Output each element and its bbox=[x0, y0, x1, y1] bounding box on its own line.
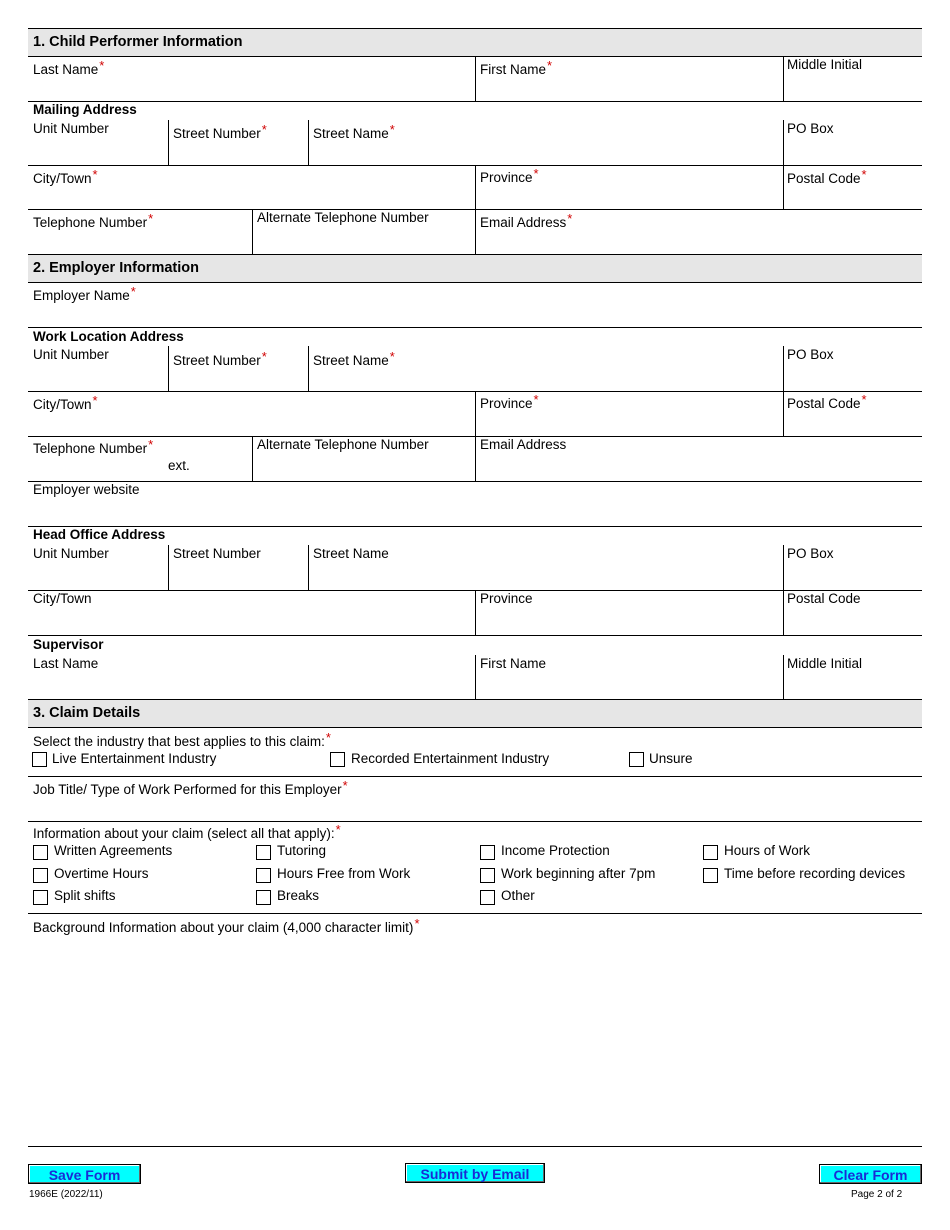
background-info-label: Background Information about your claim (4,000 character limit)* bbox=[33, 916, 420, 935]
other-checkbox[interactable] bbox=[480, 890, 495, 905]
street-number-label: Street Number bbox=[173, 546, 261, 561]
recorded-entertainment-checkbox[interactable] bbox=[330, 752, 345, 767]
province-label: Province* bbox=[480, 166, 539, 185]
middle-initial-label: Middle Initial bbox=[787, 656, 863, 671]
section-header-employer bbox=[28, 255, 922, 282]
tutoring-checkbox[interactable] bbox=[256, 845, 271, 860]
field-divider bbox=[475, 590, 476, 635]
field-divider bbox=[783, 391, 784, 436]
street-name-label: Street Name bbox=[313, 546, 389, 561]
clear-form-button[interactable]: Clear Form bbox=[819, 1164, 922, 1184]
telephone-label: Telephone Number* bbox=[33, 211, 154, 230]
divider bbox=[28, 1146, 922, 1147]
middle-initial-label: Middle Initial bbox=[787, 57, 863, 72]
field-divider bbox=[783, 120, 784, 165]
checkbox-label: Split shifts bbox=[54, 888, 116, 903]
section-title: 3. Claim Details bbox=[33, 705, 141, 721]
checkbox-label: Time before recording devices bbox=[724, 866, 906, 881]
overtime-hours-checkbox[interactable] bbox=[33, 868, 48, 883]
unit-number-label: Unit Number bbox=[33, 347, 109, 362]
email-label: Email Address bbox=[480, 437, 567, 452]
checkbox-label: Live Entertainment Industry bbox=[52, 751, 217, 766]
field-divider bbox=[308, 545, 309, 590]
income-protection-checkbox[interactable] bbox=[480, 845, 495, 860]
city-label: City/Town bbox=[33, 591, 92, 606]
field-divider bbox=[252, 436, 253, 481]
street-name-label: Street Name* bbox=[313, 122, 395, 141]
checkbox-label: Breaks bbox=[277, 888, 320, 903]
job-title-label: Job Title/ Type of Work Performed for this Employer* bbox=[33, 778, 348, 797]
divider bbox=[28, 282, 922, 283]
field-divider bbox=[783, 545, 784, 590]
employer-name-label: Employer Name* bbox=[33, 284, 136, 303]
last-name-label: Last Name bbox=[33, 656, 99, 671]
street-number-label: Street Number* bbox=[173, 122, 267, 141]
checkbox-label: Recorded Entertainment Industry bbox=[351, 751, 550, 766]
field-divider bbox=[308, 120, 309, 165]
first-name-label: First Name bbox=[480, 656, 547, 671]
field-divider bbox=[783, 56, 784, 101]
checkbox-label: Overtime Hours bbox=[54, 866, 149, 881]
telephone-label: Telephone Number* bbox=[33, 437, 154, 456]
field-divider bbox=[308, 346, 309, 391]
section-title: 2. Employer Information bbox=[33, 260, 199, 276]
divider bbox=[28, 727, 922, 728]
field-divider bbox=[475, 56, 476, 101]
alt-telephone-label: Alternate Telephone Number bbox=[257, 210, 429, 225]
field-divider bbox=[783, 655, 784, 699]
field-divider bbox=[252, 209, 253, 254]
field-divider bbox=[475, 391, 476, 436]
breaks-checkbox[interactable] bbox=[256, 890, 271, 905]
work-after-7pm-checkbox[interactable] bbox=[480, 868, 495, 883]
city-label: City/Town* bbox=[33, 167, 98, 186]
field-divider bbox=[475, 436, 476, 481]
employer-website-label: Employer website bbox=[33, 482, 140, 497]
industry-prompt: Select the industry that best applies to this claim:* bbox=[33, 730, 331, 749]
divider bbox=[28, 776, 922, 777]
field-divider bbox=[783, 165, 784, 209]
submit-by-email-button[interactable]: Submit by Email bbox=[405, 1163, 545, 1183]
postal-code-label: Postal Code bbox=[787, 591, 861, 606]
checkbox-label: Hours Free from Work bbox=[277, 866, 411, 881]
hours-of-work-checkbox[interactable] bbox=[703, 845, 718, 860]
save-form-button[interactable]: Save Form bbox=[28, 1164, 141, 1184]
split-shifts-checkbox[interactable] bbox=[33, 890, 48, 905]
time-before-recording-checkbox[interactable] bbox=[703, 868, 718, 883]
written-agreements-checkbox[interactable] bbox=[33, 845, 48, 860]
head-office-heading: Head Office Address bbox=[33, 527, 166, 542]
field-divider bbox=[168, 346, 169, 391]
last-name-label: Last Name* bbox=[33, 58, 105, 77]
postal-code-label: Postal Code* bbox=[787, 167, 867, 186]
field-divider bbox=[475, 165, 476, 209]
divider bbox=[28, 481, 922, 482]
field-divider bbox=[168, 545, 169, 590]
postal-code-label: Postal Code* bbox=[787, 392, 867, 411]
email-label: Email Address* bbox=[480, 211, 573, 230]
po-box-label: PO Box bbox=[787, 347, 834, 362]
po-box-label: PO Box bbox=[787, 121, 834, 136]
field-divider bbox=[783, 590, 784, 635]
field-divider bbox=[783, 346, 784, 391]
province-label: Province* bbox=[480, 392, 539, 411]
checkbox-label: Hours of Work bbox=[724, 843, 811, 858]
hours-free-checkbox[interactable] bbox=[256, 868, 271, 883]
unit-number-label: Unit Number bbox=[33, 546, 109, 561]
field-divider bbox=[475, 655, 476, 699]
claim-info-prompt: Information about your claim (select all that apply):* bbox=[33, 822, 341, 841]
field-divider bbox=[168, 120, 169, 165]
field-divider bbox=[475, 209, 476, 254]
divider bbox=[28, 913, 922, 914]
checkbox-label: Written Agreements bbox=[54, 843, 173, 858]
section-header-claim bbox=[28, 700, 922, 727]
unsure-checkbox[interactable] bbox=[629, 752, 644, 767]
checkbox-label: Work beginning after 7pm bbox=[501, 866, 656, 881]
po-box-label: PO Box bbox=[787, 546, 834, 561]
unit-number-label: Unit Number bbox=[33, 121, 109, 136]
ext-label: ext. bbox=[168, 458, 190, 473]
page-number: Page 2 of 2 bbox=[851, 1189, 903, 1200]
live-entertainment-checkbox[interactable] bbox=[32, 752, 47, 767]
province-label: Province bbox=[480, 591, 533, 606]
section-header-child bbox=[28, 29, 922, 56]
street-name-label: Street Name* bbox=[313, 349, 395, 368]
section-title: 1. Child Performer Information bbox=[33, 34, 243, 50]
checkbox-label: Income Protection bbox=[501, 843, 610, 858]
form-id: 1966E (2022/11) bbox=[29, 1189, 103, 1200]
work-location-heading: Work Location Address bbox=[33, 329, 184, 344]
city-label: City/Town* bbox=[33, 393, 98, 412]
supervisor-heading: Supervisor bbox=[33, 637, 104, 652]
divider bbox=[28, 101, 922, 102]
alt-telephone-label: Alternate Telephone Number bbox=[257, 437, 429, 452]
checkbox-label: Other bbox=[501, 888, 535, 903]
divider bbox=[28, 635, 922, 636]
divider bbox=[28, 327, 922, 328]
checkbox-label: Unsure bbox=[649, 751, 693, 766]
first-name-label: First Name* bbox=[480, 58, 553, 77]
street-number-label: Street Number* bbox=[173, 349, 267, 368]
mailing-address-heading: Mailing Address bbox=[33, 102, 137, 117]
checkbox-label: Tutoring bbox=[277, 843, 327, 858]
